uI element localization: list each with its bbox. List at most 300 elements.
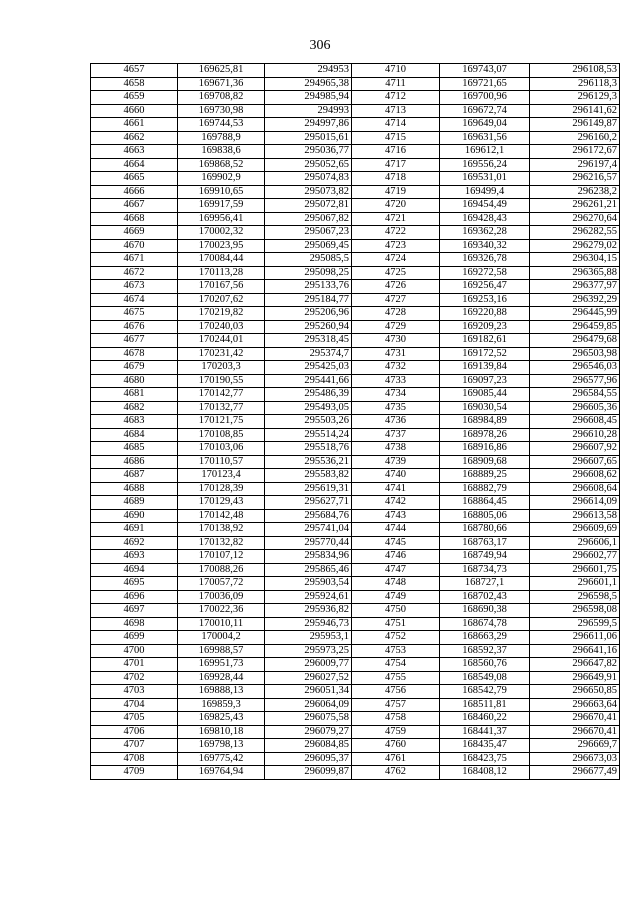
point-number-cell: 4703 [91,685,178,699]
y-coordinate-cell: 296064,09 [265,698,352,712]
y-coordinate-cell: 296216,57 [530,172,620,186]
y-coordinate-cell: 296584,55 [530,388,620,402]
x-coordinate-cell: 170219,82 [178,307,265,321]
table-row [91,320,620,334]
x-coordinate-cell: 168542,79 [440,685,530,699]
x-coordinate-cell: 170142,48 [178,509,265,523]
x-coordinate-cell: 169556,24 [440,158,530,172]
y-coordinate-cell: 296377,97 [530,280,620,294]
y-coordinate-cell: 295514,24 [265,428,352,442]
table-row [91,496,620,510]
y-coordinate-cell: 296479,68 [530,334,620,348]
y-coordinate-cell: 295619,31 [265,482,352,496]
x-coordinate-cell: 169499,4 [440,185,530,199]
point-number-cell: 4746 [352,550,440,564]
y-coordinate-cell: 296084,85 [265,739,352,753]
table-row [91,361,620,375]
table-row [91,199,620,213]
y-coordinate-cell: 296118,3 [530,77,620,91]
x-coordinate-cell: 169868,52 [178,158,265,172]
x-coordinate-cell: 170138,92 [178,523,265,537]
x-coordinate-cell: 169209,23 [440,320,530,334]
x-coordinate-cell: 170023,95 [178,239,265,253]
point-number-cell: 4669 [91,226,178,240]
x-coordinate-cell: 168780,66 [440,523,530,537]
x-coordinate-cell: 170108,85 [178,428,265,442]
table-row [91,455,620,469]
y-coordinate-cell: 296677,49 [530,766,620,780]
point-number-cell: 4753 [352,644,440,658]
y-coordinate-cell: 296546,03 [530,361,620,375]
y-coordinate-cell: 296599,5 [530,617,620,631]
point-number-cell: 4675 [91,307,178,321]
point-number-cell: 4678 [91,347,178,361]
x-coordinate-cell: 169085,44 [440,388,530,402]
point-number-cell: 4721 [352,212,440,226]
table-row [91,523,620,537]
point-number-cell: 4714 [352,118,440,132]
point-number-cell: 4728 [352,307,440,321]
table-row [91,482,620,496]
x-coordinate-cell: 170244,01 [178,334,265,348]
y-coordinate-cell: 295583,82 [265,469,352,483]
point-number-cell: 4745 [352,536,440,550]
y-coordinate-cell: 294965,38 [265,77,352,91]
point-number-cell: 4687 [91,469,178,483]
coordinates-table-body [91,64,620,780]
y-coordinate-cell: 295903,54 [265,577,352,591]
point-number-cell: 4760 [352,739,440,753]
table-row [91,64,620,78]
y-coordinate-cell: 295015,61 [265,131,352,145]
table-row [91,563,620,577]
y-coordinate-cell: 296149,87 [530,118,620,132]
x-coordinate-cell: 168441,37 [440,725,530,739]
point-number-cell: 4717 [352,158,440,172]
point-number-cell: 4693 [91,550,178,564]
x-coordinate-cell: 169951,73 [178,658,265,672]
x-coordinate-cell: 168734,73 [440,563,530,577]
y-coordinate-cell: 296614,09 [530,496,620,510]
x-coordinate-cell: 170110,57 [178,455,265,469]
x-coordinate-cell: 169253,16 [440,293,530,307]
x-coordinate-cell: 168560,76 [440,658,530,672]
point-number-cell: 4708 [91,752,178,766]
y-coordinate-cell: 295973,25 [265,644,352,658]
table-row [91,118,620,132]
y-coordinate-cell: 295260,94 [265,320,352,334]
point-number-cell: 4658 [91,77,178,91]
x-coordinate-cell: 168805,06 [440,509,530,523]
table-row [91,469,620,483]
x-coordinate-cell: 170231,42 [178,347,265,361]
y-coordinate-cell: 295067,23 [265,226,352,240]
point-number-cell: 4733 [352,374,440,388]
point-number-cell: 4722 [352,226,440,240]
x-coordinate-cell: 169838,6 [178,145,265,159]
point-number-cell: 4707 [91,739,178,753]
point-number-cell: 4660 [91,104,178,118]
point-number-cell: 4724 [352,253,440,267]
y-coordinate-cell: 296365,88 [530,266,620,280]
y-coordinate-cell: 296613,58 [530,509,620,523]
y-coordinate-cell: 296610,28 [530,428,620,442]
y-coordinate-cell: 296670,41 [530,712,620,726]
table-row [91,145,620,159]
x-coordinate-cell: 169625,81 [178,64,265,78]
y-coordinate-cell: 295924,61 [265,590,352,604]
x-coordinate-cell: 170022,36 [178,604,265,618]
y-coordinate-cell: 295953,1 [265,631,352,645]
point-number-cell: 4709 [91,766,178,780]
y-coordinate-cell: 296608,45 [530,415,620,429]
y-coordinate-cell: 296669,7 [530,739,620,753]
y-coordinate-cell: 296160,2 [530,131,620,145]
y-coordinate-cell: 295936,82 [265,604,352,618]
point-number-cell: 4720 [352,199,440,213]
x-coordinate-cell: 169917,59 [178,199,265,213]
table-row [91,374,620,388]
y-coordinate-cell: 295684,76 [265,509,352,523]
table-row [91,631,620,645]
point-number-cell: 4690 [91,509,178,523]
point-number-cell: 4692 [91,536,178,550]
point-number-cell: 4699 [91,631,178,645]
point-number-cell: 4677 [91,334,178,348]
point-number-cell: 4662 [91,131,178,145]
table-row [91,266,620,280]
point-number-cell: 4702 [91,671,178,685]
y-coordinate-cell: 295627,71 [265,496,352,510]
point-number-cell: 4668 [91,212,178,226]
point-number-cell: 4719 [352,185,440,199]
x-coordinate-cell: 169859,3 [178,698,265,712]
point-number-cell: 4682 [91,401,178,415]
x-coordinate-cell: 168864,45 [440,496,530,510]
y-coordinate-cell: 296608,62 [530,469,620,483]
table-row [91,644,620,658]
y-coordinate-cell: 295072,81 [265,199,352,213]
x-coordinate-cell: 170121,75 [178,415,265,429]
point-number-cell: 4691 [91,523,178,537]
point-number-cell: 4718 [352,172,440,186]
y-coordinate-cell: 296129,3 [530,91,620,105]
y-coordinate-cell: 296095,37 [265,752,352,766]
point-number-cell: 4680 [91,374,178,388]
point-number-cell: 4663 [91,145,178,159]
y-coordinate-cell: 296279,02 [530,239,620,253]
x-coordinate-cell: 170132,77 [178,401,265,415]
x-coordinate-cell: 170240,03 [178,320,265,334]
y-coordinate-cell: 296601,1 [530,577,620,591]
point-number-cell: 4751 [352,617,440,631]
x-coordinate-cell: 169775,42 [178,752,265,766]
x-coordinate-cell: 168674,78 [440,617,530,631]
y-coordinate-cell: 295770,44 [265,536,352,550]
y-coordinate-cell: 296673,03 [530,752,620,766]
table-row [91,766,620,780]
point-number-cell: 4679 [91,361,178,375]
point-number-cell: 4694 [91,563,178,577]
x-coordinate-cell: 170203,3 [178,361,265,375]
y-coordinate-cell: 295441,66 [265,374,352,388]
y-coordinate-cell: 294985,94 [265,91,352,105]
point-number-cell: 4674 [91,293,178,307]
x-coordinate-cell: 169631,56 [440,131,530,145]
point-number-cell: 4750 [352,604,440,618]
x-coordinate-cell: 169454,49 [440,199,530,213]
point-number-cell: 4686 [91,455,178,469]
x-coordinate-cell: 168511,81 [440,698,530,712]
x-coordinate-cell: 170002,32 [178,226,265,240]
point-number-cell: 4697 [91,604,178,618]
y-coordinate-cell: 294993 [265,104,352,118]
x-coordinate-cell: 168702,43 [440,590,530,604]
y-coordinate-cell: 296650,85 [530,685,620,699]
y-coordinate-cell: 296304,15 [530,253,620,267]
table-row [91,590,620,604]
point-number-cell: 4755 [352,671,440,685]
x-coordinate-cell: 169928,44 [178,671,265,685]
y-coordinate-cell: 295069,45 [265,239,352,253]
table-row [91,725,620,739]
point-number-cell: 4689 [91,496,178,510]
y-coordinate-cell: 295536,21 [265,455,352,469]
point-number-cell: 4684 [91,428,178,442]
point-number-cell: 4698 [91,617,178,631]
point-number-cell: 4743 [352,509,440,523]
table-row [91,226,620,240]
y-coordinate-cell: 296079,27 [265,725,352,739]
point-number-cell: 4670 [91,239,178,253]
x-coordinate-cell: 170132,82 [178,536,265,550]
point-number-cell: 4676 [91,320,178,334]
y-coordinate-cell: 294953 [265,64,352,78]
table-row [91,131,620,145]
y-coordinate-cell: 296577,96 [530,374,620,388]
table-row [91,442,620,456]
table-row [91,253,620,267]
point-number-cell: 4713 [352,104,440,118]
y-coordinate-cell: 296606,1 [530,536,620,550]
x-coordinate-cell: 168592,37 [440,644,530,658]
y-coordinate-cell: 295085,5 [265,253,352,267]
y-coordinate-cell: 295946,73 [265,617,352,631]
y-coordinate-cell: 295741,04 [265,523,352,537]
x-coordinate-cell: 169721,65 [440,77,530,91]
y-coordinate-cell: 295518,76 [265,442,352,456]
y-coordinate-cell: 296598,5 [530,590,620,604]
table-row [91,347,620,361]
point-number-cell: 4657 [91,64,178,78]
y-coordinate-cell: 295133,76 [265,280,352,294]
x-coordinate-cell: 169798,13 [178,739,265,753]
x-coordinate-cell: 169030,54 [440,401,530,415]
table-row [91,509,620,523]
y-coordinate-cell: 295834,96 [265,550,352,564]
table-row [91,536,620,550]
x-coordinate-cell: 169764,94 [178,766,265,780]
y-coordinate-cell: 295318,45 [265,334,352,348]
x-coordinate-cell: 168663,29 [440,631,530,645]
point-number-cell: 4723 [352,239,440,253]
table-row [91,685,620,699]
point-number-cell: 4737 [352,428,440,442]
table-row [91,185,620,199]
table-row [91,77,620,91]
point-number-cell: 4740 [352,469,440,483]
point-number-cell: 4700 [91,644,178,658]
y-coordinate-cell: 296270,64 [530,212,620,226]
table-row [91,280,620,294]
y-coordinate-cell: 296282,55 [530,226,620,240]
table-row [91,334,620,348]
y-coordinate-cell: 296172,67 [530,145,620,159]
y-coordinate-cell: 296605,36 [530,401,620,415]
point-number-cell: 4685 [91,442,178,456]
point-number-cell: 4706 [91,725,178,739]
x-coordinate-cell: 169272,58 [440,266,530,280]
x-coordinate-cell: 168549,08 [440,671,530,685]
point-number-cell: 4710 [352,64,440,78]
x-coordinate-cell: 170036,09 [178,590,265,604]
point-number-cell: 4735 [352,401,440,415]
table-row [91,698,620,712]
x-coordinate-cell: 168916,86 [440,442,530,456]
x-coordinate-cell: 168978,26 [440,428,530,442]
table-row [91,712,620,726]
y-coordinate-cell: 295503,26 [265,415,352,429]
y-coordinate-cell: 295425,03 [265,361,352,375]
table-row [91,604,620,618]
table-row [91,104,620,118]
x-coordinate-cell: 168460,22 [440,712,530,726]
x-coordinate-cell: 169531,01 [440,172,530,186]
y-coordinate-cell: 295493,05 [265,401,352,415]
point-number-cell: 4716 [352,145,440,159]
table-row [91,401,620,415]
point-number-cell: 4727 [352,293,440,307]
x-coordinate-cell: 169220,88 [440,307,530,321]
point-number-cell: 4666 [91,185,178,199]
point-number-cell: 4739 [352,455,440,469]
point-number-cell: 4688 [91,482,178,496]
y-coordinate-cell: 295206,96 [265,307,352,321]
y-coordinate-cell: 296051,34 [265,685,352,699]
x-coordinate-cell: 169362,28 [440,226,530,240]
table-row [91,617,620,631]
point-number-cell: 4756 [352,685,440,699]
x-coordinate-cell: 169649,04 [440,118,530,132]
y-coordinate-cell: 296670,41 [530,725,620,739]
x-coordinate-cell: 169671,36 [178,77,265,91]
x-coordinate-cell: 169097,23 [440,374,530,388]
point-number-cell: 4673 [91,280,178,294]
y-coordinate-cell: 295036,77 [265,145,352,159]
point-number-cell: 4671 [91,253,178,267]
x-coordinate-cell: 169744,53 [178,118,265,132]
point-number-cell: 4747 [352,563,440,577]
x-coordinate-cell: 169182,61 [440,334,530,348]
x-coordinate-cell: 169139,84 [440,361,530,375]
y-coordinate-cell: 296027,52 [265,671,352,685]
point-number-cell: 4732 [352,361,440,375]
point-number-cell: 4725 [352,266,440,280]
table-row [91,158,620,172]
point-number-cell: 4659 [91,91,178,105]
table-row [91,239,620,253]
x-coordinate-cell: 169428,43 [440,212,530,226]
y-coordinate-cell: 296607,92 [530,442,620,456]
point-number-cell: 4695 [91,577,178,591]
table-row [91,172,620,186]
x-coordinate-cell: 168882,79 [440,482,530,496]
x-coordinate-cell: 168408,12 [440,766,530,780]
table-row [91,91,620,105]
x-coordinate-cell: 168984,89 [440,415,530,429]
y-coordinate-cell: 295486,39 [265,388,352,402]
x-coordinate-cell: 170190,55 [178,374,265,388]
x-coordinate-cell: 170103,06 [178,442,265,456]
point-number-cell: 4736 [352,415,440,429]
table-row [91,415,620,429]
y-coordinate-cell: 295073,82 [265,185,352,199]
point-number-cell: 4705 [91,712,178,726]
point-number-cell: 4758 [352,712,440,726]
x-coordinate-cell: 169700,96 [440,91,530,105]
table-row [91,671,620,685]
y-coordinate-cell: 296607,65 [530,455,620,469]
point-number-cell: 4661 [91,118,178,132]
x-coordinate-cell: 168749,94 [440,550,530,564]
x-coordinate-cell: 170142,77 [178,388,265,402]
point-number-cell: 4683 [91,415,178,429]
x-coordinate-cell: 169902,9 [178,172,265,186]
y-coordinate-cell: 296099,87 [265,766,352,780]
x-coordinate-cell: 169788,9 [178,131,265,145]
table-row [91,307,620,321]
x-coordinate-cell: 170004,2 [178,631,265,645]
table-row [91,550,620,564]
y-coordinate-cell: 296647,82 [530,658,620,672]
point-number-cell: 4712 [352,91,440,105]
y-coordinate-cell: 296238,2 [530,185,620,199]
x-coordinate-cell: 169672,74 [440,104,530,118]
x-coordinate-cell: 169888,13 [178,685,265,699]
x-coordinate-cell: 170129,43 [178,496,265,510]
y-coordinate-cell: 296663,64 [530,698,620,712]
point-number-cell: 4729 [352,320,440,334]
x-coordinate-cell: 169956,41 [178,212,265,226]
x-coordinate-cell: 170207,62 [178,293,265,307]
table-row [91,658,620,672]
point-number-cell: 4742 [352,496,440,510]
y-coordinate-cell: 296392,29 [530,293,620,307]
point-number-cell: 4752 [352,631,440,645]
table-row [91,212,620,226]
x-coordinate-cell: 170113,28 [178,266,265,280]
y-coordinate-cell: 295865,46 [265,563,352,577]
table-row [91,739,620,753]
y-coordinate-cell: 296445,99 [530,307,620,321]
point-number-cell: 4701 [91,658,178,672]
x-coordinate-cell: 168763,17 [440,536,530,550]
point-number-cell: 4761 [352,752,440,766]
y-coordinate-cell: 296075,58 [265,712,352,726]
x-coordinate-cell: 170128,39 [178,482,265,496]
y-coordinate-cell: 296261,21 [530,199,620,213]
table-row [91,388,620,402]
